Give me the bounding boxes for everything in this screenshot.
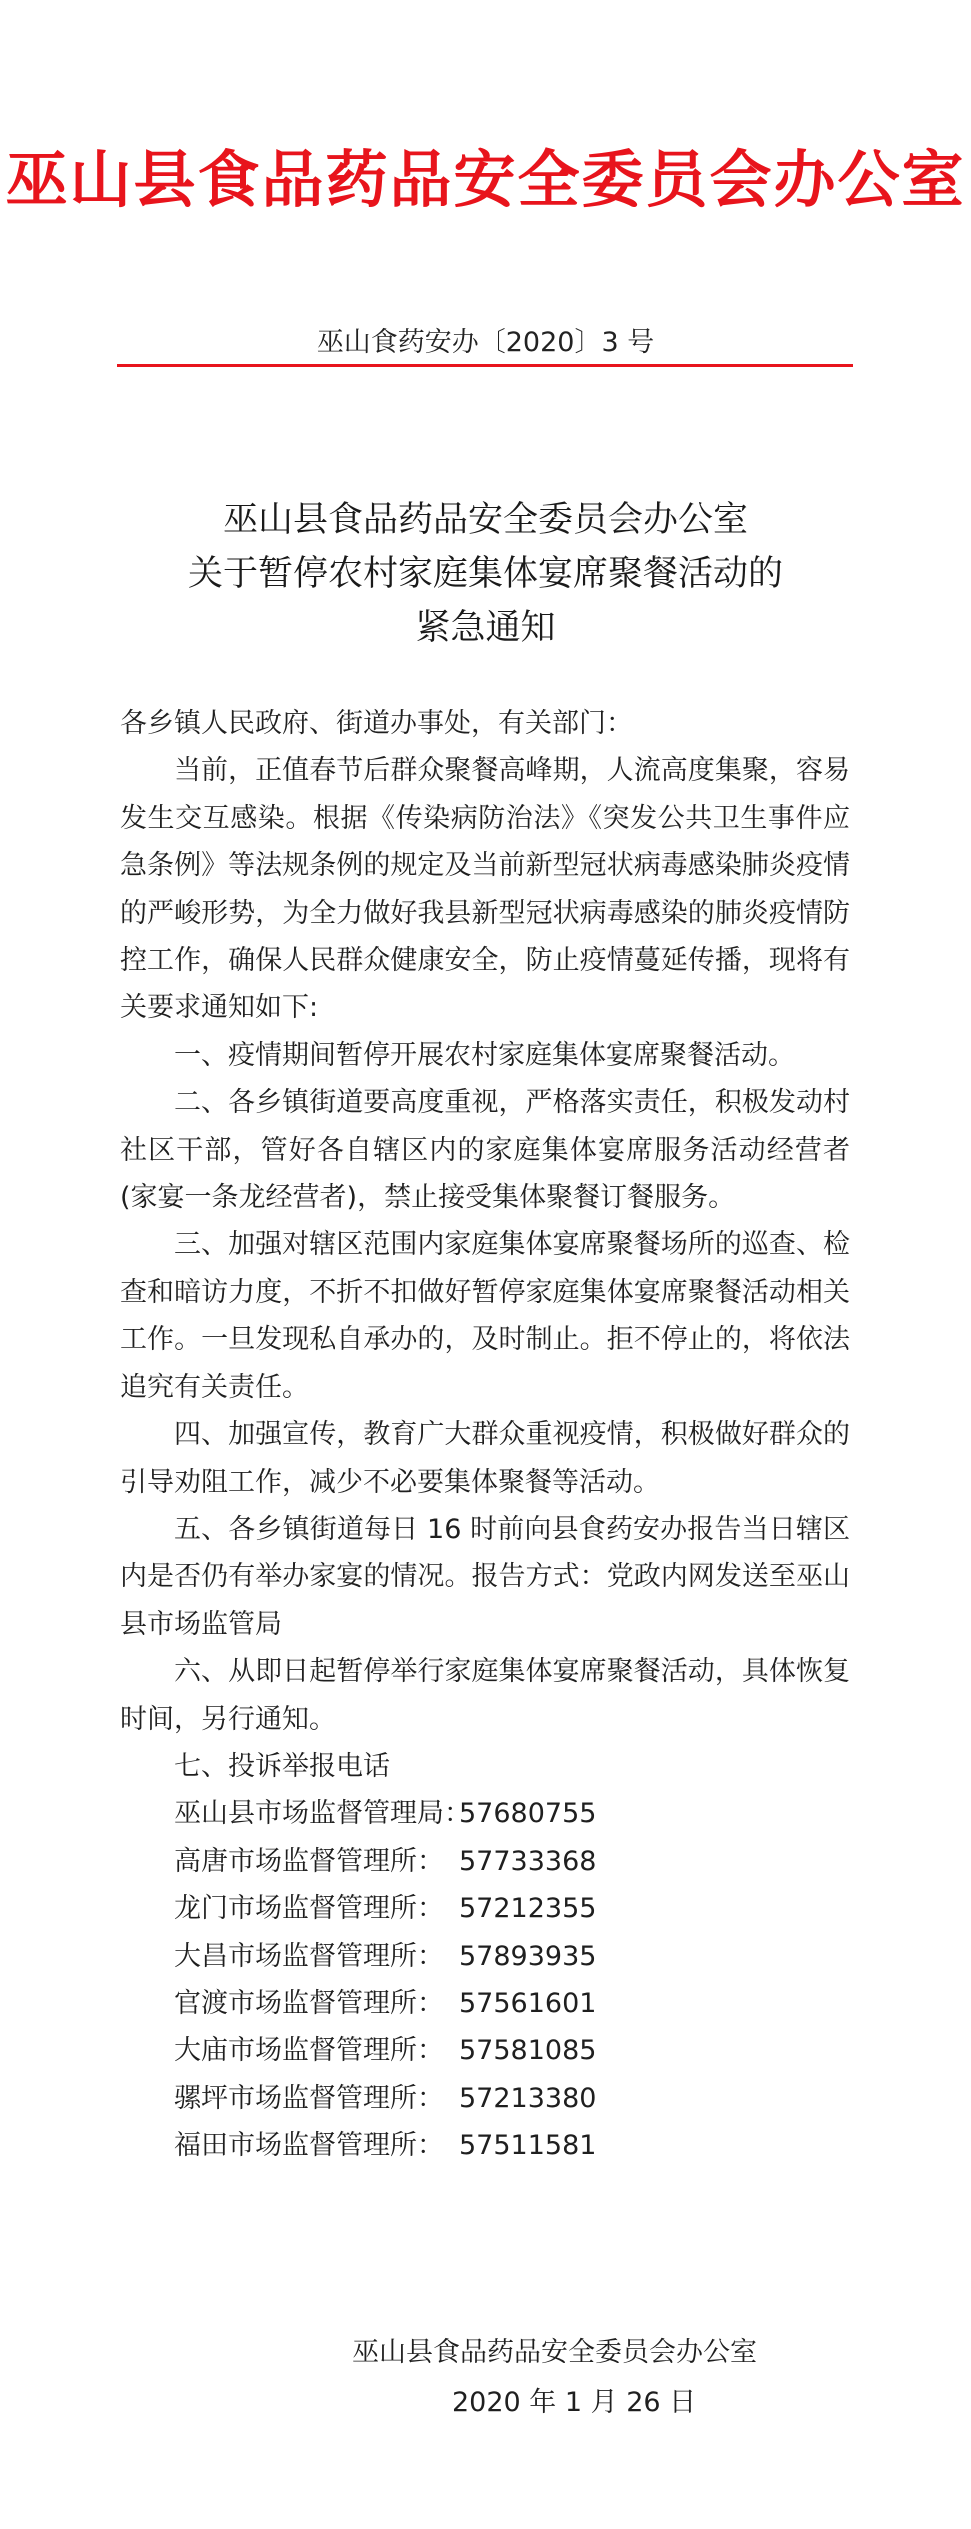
red-divider-line (117, 364, 853, 367)
contact-name: 大昌市场监督管理所： (174, 1940, 444, 1972)
paragraph-item-6: 六、从即日起暂停举行家庭集体宴席聚餐活动，具体恢复时间，另行通知。 (120, 1656, 850, 1735)
contact-phone: 57561601 (459, 1987, 597, 2019)
salutation: 各乡镇人民政府、街道办事处，有关部门： (120, 708, 633, 739)
contact-row (120, 1885, 850, 1932)
paragraph-item-5: 五、各乡镇街道每日 16 时前向县食药安办报告当日辖区内是否仍有举办家宴的情况。报告方式：党政内网发送至巫山县市场监管局 (120, 1513, 850, 1640)
title-line-2: 关于暂停农村家庭集体宴席聚餐活动的 (187, 554, 783, 594)
contact-phone: 57213380 (459, 2082, 597, 2114)
paragraph-item-2: 二、各乡镇街道要高度重视，严格落实责任，积极发动村社区干部，管好各自辖区内的家庭集体宴席服务活动经营者(家宴一条龙经营者)，禁止接受集体聚餐订餐服务。 (120, 1087, 850, 1214)
paragraph-item-1: 一、疫情期间暂停开展农村家庭集体宴席聚餐活动。 (174, 1039, 795, 1071)
notice-title (0, 493, 971, 655)
contact-phone: 57893935 (459, 1940, 597, 1972)
document-number: 巫山食药安办〔2020〕3 号 (316, 327, 655, 358)
contact-name: 官渡市场监督管理所： (174, 1987, 444, 2019)
contact-row (120, 1980, 850, 2027)
contact-row (120, 2027, 850, 2074)
paragraph-item-3: 三、加强对辖区范围内家庭集体宴席聚餐场所的巡查、检查和暗访力度，不折不扣做好暂停家庭集体宴席聚餐活动相关工作。一旦发现私自承办的，及时制止。拒不停止的，将依法追究有关责任。 (120, 1229, 850, 1403)
contact-name: 福田市场监督管理所： (174, 2130, 444, 2162)
contact-phone: 57511581 (459, 2130, 597, 2162)
contact-phone: 57581085 (459, 2035, 597, 2067)
contact-name: 龙门市场监督管理所： (174, 1893, 444, 1925)
notice-body (120, 700, 850, 2169)
red-header-title: 巫山县食品药品安全委员会办公室 (5, 143, 966, 216)
paragraph-item-4: 四、加强宣传，教育广大群众重视疫情，积极做好群众的引导劝阻工作，减少不必要集体聚餐等活动。 (120, 1419, 850, 1498)
contact-row (120, 1838, 850, 1885)
signature-block (352, 2328, 852, 2428)
paragraph-intro: 当前，正值春节后群众聚餐高峰期，人流高度集聚，容易发生交互感染。根据《传染病防治法》《突发公共卫生事件应急条例》等法规条例的规定及当前新型冠状病毒感染肺炎疫情的严峻形势，为全力做好我县新型冠状病毒感染的肺炎疫情防控工作，确保人民群众健康安全，防止疫情蔓延传播，现将有关要求通知如下: (120, 755, 850, 1024)
title-line-3: 紧急通知 (415, 608, 556, 648)
contact-name: 骡坪市场监督管理所： (174, 2082, 444, 2114)
signature-date: 2020 年 1 月 26 日 (452, 2387, 697, 2418)
title-line-1: 巫山县食品药品安全委员会办公室 (222, 500, 748, 540)
paragraph-item-7: 七、投诉举报电话 (174, 1750, 390, 1782)
contact-phone: 57680755 (459, 1798, 597, 1830)
contact-row (120, 1790, 850, 1837)
signature-organization: 巫山县食品药品安全委员会办公室 (352, 2337, 757, 2368)
contact-phone: 57212355 (459, 1893, 597, 1925)
contact-row (120, 2075, 850, 2122)
contact-phone-list (120, 1790, 850, 2169)
contact-row (120, 1933, 850, 1980)
contact-name: 巫山县市场监督管理局： (174, 1798, 471, 1830)
contact-name: 高唐市场监督管理所： (174, 1845, 444, 1877)
contact-row (120, 2122, 850, 2169)
contact-phone: 57733368 (459, 1845, 597, 1877)
contact-name: 大庙市场监督管理所： (174, 2035, 444, 2067)
